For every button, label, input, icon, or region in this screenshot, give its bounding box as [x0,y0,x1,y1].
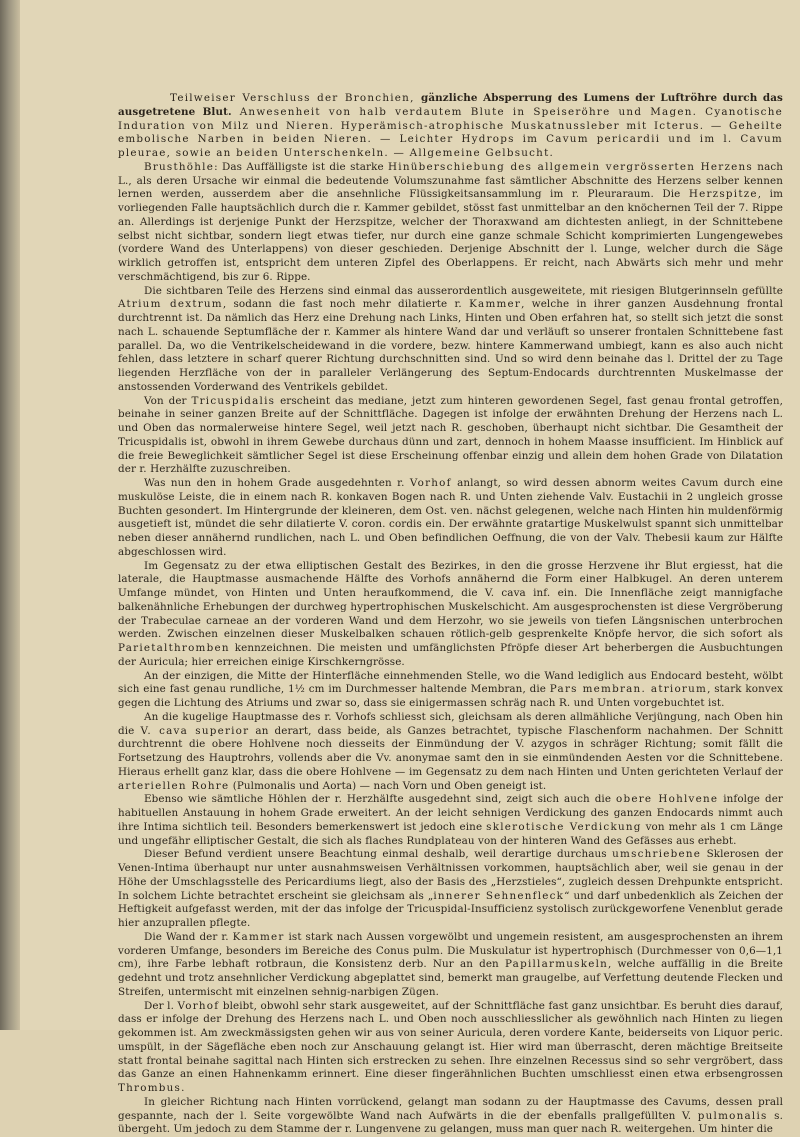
text-segment: Kammer [469,298,522,311]
text-segment: Pars membran. atriorum [549,683,708,696]
paragraph-gleicher-richtung [118,1096,783,1137]
text-segment: von mehr als 1 cm Länge und ungefähr elliptischer Gestalt, die sich als flaches Rundplateau von der hinteren Wand des Gefässes aus erhebt. [118,820,784,847]
text-segment: gänzliche Absperrung des Lumens der Luftröhre durch das ausgetretene Blut. [118,92,783,118]
text-segment: innerer Sehnenfleck [433,889,565,902]
text-segment: : Das Auffälligste ist die starke [214,160,389,173]
text-segment: An der einzigen, die Mitte der Hinterfläche einnehmenden Stelle, wo die Wand lediglich aus Endocard besteht, wölbt sich eine fast genau rundliche, 1½ cm im Durchmesser haltende Membran, die [118,669,783,696]
text-segment: bleibt, obwohl sehr stark ausgeweitet, auf der Schnittfläche fast ganz unsichtbar. Es beruht dies darauf, dass er infolge der Drehung des Herzens nach L. und Oben noch ausschliesslicher als gewöhnlich nach Hinten zu liegen gekommen ist. Am zweckmässigsten gehen wir aus von seiner Auricula, deren vordere Kante, beiderseits von Liquor peric. umspült, in der Sägefläche eben noch zur Anschauung gelangt ist. Hier wird man überrascht, deren mächtige Breitseite statt frontal beinahe sagittal nach Hinten sich erstrecken zu sehen. Ihre einzelnen Recessus sind so sehr vergröbert, dass das Ganze an einen Hahnenkamm erinnert. Eine dieser fingerähnlichen Buchten umschliesst einen etwa erbsengrossen [118,999,783,1081]
text-segment: , sodann die fast noch mehr dilatierte r. [222,298,470,311]
text-segment: Vorhof [177,999,220,1012]
text-segment: s. übergeht. Um jedoch zu dem Stamme der r. Lungenvene zu gelangen, muss man quer nach R. weitergehen. Um hinter die [118,1109,783,1136]
paragraph-sichtbare-teile [118,285,783,395]
text-segment: obere Hohlvene [616,793,719,806]
text-segment: Thrombus [118,1082,182,1094]
text-segment: Vorhof [409,477,452,489]
paragraph-linker-vorhof [118,1000,783,1096]
text-segment: An die kugelige Hauptmasse des r. Vorhofs schliesst sich, gleichsam als deren allmähliche Verjüngung, nach Oben hin die [118,710,783,737]
text-segment: Tricuspidalis [191,394,276,407]
text-segment: , welche in ihrer ganzen Ausdehnung frontal durchtrennt ist. Da nämlich das Herz eine Drehung nach Links, Hinten und Oben erfahren hat, so stellt sich jetzt die sonst nach L. schauende Septumfläche der r. Kammer als hintere Wand dar und verläuft so unserer frontalen Schnittebene fast parallel. Da, wo die Ventrikelscheidewand in die vordere, bezw. hintere Kammerwand umbiegt, kann es also auch nicht fehlen, dass letztere in scharf querer Richtung durchschnitten sind. Und so wird denn beinahe das l. Drittel der zu Tage liegenden Herzfläche von der in paralleler Verlängerung des Septum-Endocards durchtrennten Muskelmasse der anstossenden Vorderwand des Ventrikels gebildet. [118,298,783,393]
text-segment: infolge der habituellen Anstauung in hohem Grade erweitert. An der leicht sehnigen Verdickung des ganzen Endocards nimmt auch ihre Intima sichtlich teil. Besonders bemerkenswert ist jedoch eine [118,793,783,833]
text-segment: arteriellen Rohre [118,779,230,792]
paragraph-tricuspidalis [118,395,783,478]
text-segment: sklerotische Verdickung [486,820,642,833]
text-segment: Ebenso wie sämtliche Höhlen der r. Herzhälfte ausgedehnt sind, zeigt sich auch die [144,793,617,806]
text-segment: anlangt, so wird dessen abnorm weites Cavum durch eine muskulöse Leiste, die in einem nach R. konkaven Bogen nach R. und Unten ziehende Valv. Eustachii in 2 ungleich grosse Buchten gesondert. Im Hintergrunde der kleineren, dem Ost. ven. nächst gelegenen, welche nach Hinten hin muldenförmig ausgetieft ist, mündet die sehr dilatierte V. coron. cordis ein. Der erwähnte gratartige Muskelwulst spannt sich unmittelbar neben dieser annähernd rundlichen, nach L. und Oben befindlichen Oeffnung, die von der Valv. Thebesii kaum zur Hälfte abgeschlossen wird. [118,477,783,558]
text-segment: Parietalthromben [118,642,230,654]
text-segment: Dieser Befund verdient unsere Beachtung einmal deshalb, weil derartige durchaus [144,848,613,861]
paragraph-befund [118,848,783,931]
book-binding-shadow [0,0,20,1030]
text-segment: nach L., als deren Ursache wir einmal die bedeutende Volumszunahme fast sämtlicher Abschnitte des Herzens selber kennen lernen werden, ausserdem aber die ansehnliche Flüssigkeitsansammlung im r. Pleuraraum. Die [118,160,783,201]
paragraph-hoehlen [118,793,783,848]
text-segment: Kammer [232,930,285,943]
text-segment: . [181,1082,185,1094]
text-segment: “ und darf unbedenklich als Zeichen der Heftigkeit aufgefasst werden, mit der das infolge der Tricuspidal-Insufficienz systolisch zurückgeworfene Venenblut gerade hier anzuprallen pflegte. [118,889,783,929]
text-segment: erscheint das mediane, jetzt zum hinteren gewordenen Segel, fast genau frontal getroffen, beinahe in seiner ganzen Breite auf der Schnittfläche. Dagegen ist infolge der erwähnten Drehung der Herzens nach L. und Oben das normalerweise hintere Segel, weil jetzt nach R. geschoben, überhaupt nicht sichtbar. Die Gesamtheit der Tricuspidalis ist, obwohl in ihrem Gewebe durchaus dünn und zart, dennoch in hohem Maasse insufficient. Im Hinblick auf die freie Beweglichkeit sämtlicher Segel ist diese Erscheinung offenbar einzig und allein dem hohen Grade von Dilatation der r. Herzhälfte zuzuschreiben. [118,394,783,476]
text-segment: (Pulmonalis und Aorta) — nach Vorn und Oben geneigt ist. [229,779,547,792]
paragraph-gegensatz [118,560,783,670]
text-segment: Von der [144,394,192,407]
text-segment: V. cava superior [140,724,250,737]
paragraph-wand [118,931,783,1000]
text-segment: , stark konvex gegen die Lichtung des Atriums und zwar so, dass sie einigermassen schräg nach R. und Unten vorgebuchtet ist. [118,683,783,709]
text-segment: Im Gegensatz zu der etwa elliptischen Gestalt des Bezirkes, in den die grosse Herzvene ihr Blut ergiesst, hat die laterale, die Hauptmasse ausmachende Hälfte des Vorhofs annähernd die Form einer Halbkugel. An deren unterem Umfange mündet, von Hinten und Unten heraufkommend, die V. cava inf. ein. Die Innenfläche zeigt mannigfache balkenähnliche Erhebungen der durchweg hypertrophischen Muskelschicht. Am ausgesprochensten ist diese Vergröberung der Trabeculae carneae an der vorderen Wand und dem Herzohr, wo sie jeweils von tiefen Längsnischen unterbrochen werden. Zwischen einzelnen dieser Muskelbalken schauen rötlich-gelb gesprenkelte Knöpfe hervor, die sich sofort als [118,559,783,641]
text-segment: Teilweiser Verschluss der Bronchien, [170,92,422,104]
text-segment: , im vorliegenden Falle hauptsächlich durch die r. Kammer gebildet, stösst fast unmittelbar an den knöchernen Teil der 7. Rippe an. Allerdings ist derjenige Punkt der Herzspitze, welcher der Thoraxwand am dichtesten anliegt, in der Schnittebene selbst nicht sichtbar, sondern liegt etwas tiefer, nur durch eine ganze schmale Schicht komprimierten Lungengewebes (vordere Wand des Unterlappens) von dieser geschieden. Derjenige Abschnitt der l. Lunge, welcher durch die Säge wirklich getroffen ist, entspricht dem unteren Zipfel des Oberlappens. Er reicht, nach Abwärts sich mehr und mehr verschmächtigend, bis zur 6. Rippe. [118,188,783,283]
paragraph-diagnosis [118,92,783,161]
paragraph-kugelige [118,711,783,794]
text-segment: kennzeichnen. Die meisten und umfänglichsten Pfröpfe dieser Art beherbergen die Ausbuchtungen der Auricula; hier erreichen einige Kirschkerngrösse. [118,642,783,668]
text-segment: Brusthöhle [144,160,215,173]
paragraph-vorhof [118,477,783,560]
text-segment: an derart, dass beide, als Ganzes betrachtet, typische Flaschenform nachahmen. Der Schnitt durchtrennt die obere Hohlvene noch diesseits der Einmündung der V. azygos in schräger Richtung; somit fällt die Fortsetzung des Hauptrohrs, vollends aber die Vv. anonymae samt den in sie einmündenden Aesten vor die Schnittebene. Hieraus erhellt ganz klar, dass die obere Hohlvene — im Gegensatz zu dem nach Hinten und Unten gerichteten Verlauf der [118,724,783,778]
text-segment: pulmonalis [697,1109,768,1122]
text-segment: ist stark nach Aussen vorgewölbt und ungemein resistent, am ausgesprochensten an ihrem vorderen Umfange, besonders im Bereiche des Conus pulm. Die Muskulatur ist hypertrophisch (Durchmesser von 0,6—1,1 cm), ihre Farbe lebhaft rotbraun, die Konsistenz derb. Nur an den [118,930,783,971]
text-segment: Hinüberschiebung des allgemein vergrösserten Herzens [388,160,753,173]
text-segment: Anwesenheit von halb verdautem Blute in Speiseröhre und Magen. Cyanotische Induration von Milz und Nieren. Hyperämisch-atrophische Muskatnussleber mit Icterus. — Geheilte embolische Narben in beiden Nieren. — Leichter Hydrops im Cavum pericardii und im l. Cavum pleurae, sowie an beiden Unterschenkeln. — Allgemeine Gelbsucht. [118,105,783,159]
text-segment: In gleicher Richtung nach Hinten vorrückend, gelangt man sodann zu der Hauptmasse des Cavums, dessen prall gespannte, nach der l. Seite vorgewölbte Wand nach Aufwärts in die der ebenfalls prallgefüllten V. [118,1095,783,1122]
text-segment: umschriebene [612,848,702,861]
text-segment: , welche auffällig in die Breite gedehnt und trotz ansehnlicher Verdickung abgeplattet sind, bemerkt man graugelbe, auf Verfettung deutende Flecken und Streifen, untermischt mit einzelnen sehnig-narbigen Zügen. [118,958,783,998]
text-segment: Atrium dextrum [118,298,223,311]
text-segment: Herzspitze [688,188,758,201]
text-segment: Der l. [144,999,178,1012]
text-segment: Die Wand der r. [144,930,233,943]
text-column [118,92,784,1136]
paragraph-brusthoehle [118,161,783,285]
text-segment: Die sichtbaren Teile des Herzens sind einmal das ausserordentlich ausgeweitete, mit riesigen Blutgerinnseln gefüllte [144,284,783,297]
text-segment: Sklerosen der Venen-Intima überhaupt nur unter ausnahmsweisen Verhältnissen vorkommen, hauptsächlich aber, weil sie genau in der Höhe der Umschlagsstelle des Pericardiums liegt, also der Basis des „Herzstieles“, zugleich dessen Drehpunkte entspricht. In solchem Lichte betrachtet erscheint sie gleichsam als „ [118,848,783,902]
text-segment: Papillarmuskeln [504,958,609,971]
paragraph-hinterflaeche [118,670,783,711]
text-segment: Was nun den in hohem Grade ausgedehnten r. [144,477,410,489]
